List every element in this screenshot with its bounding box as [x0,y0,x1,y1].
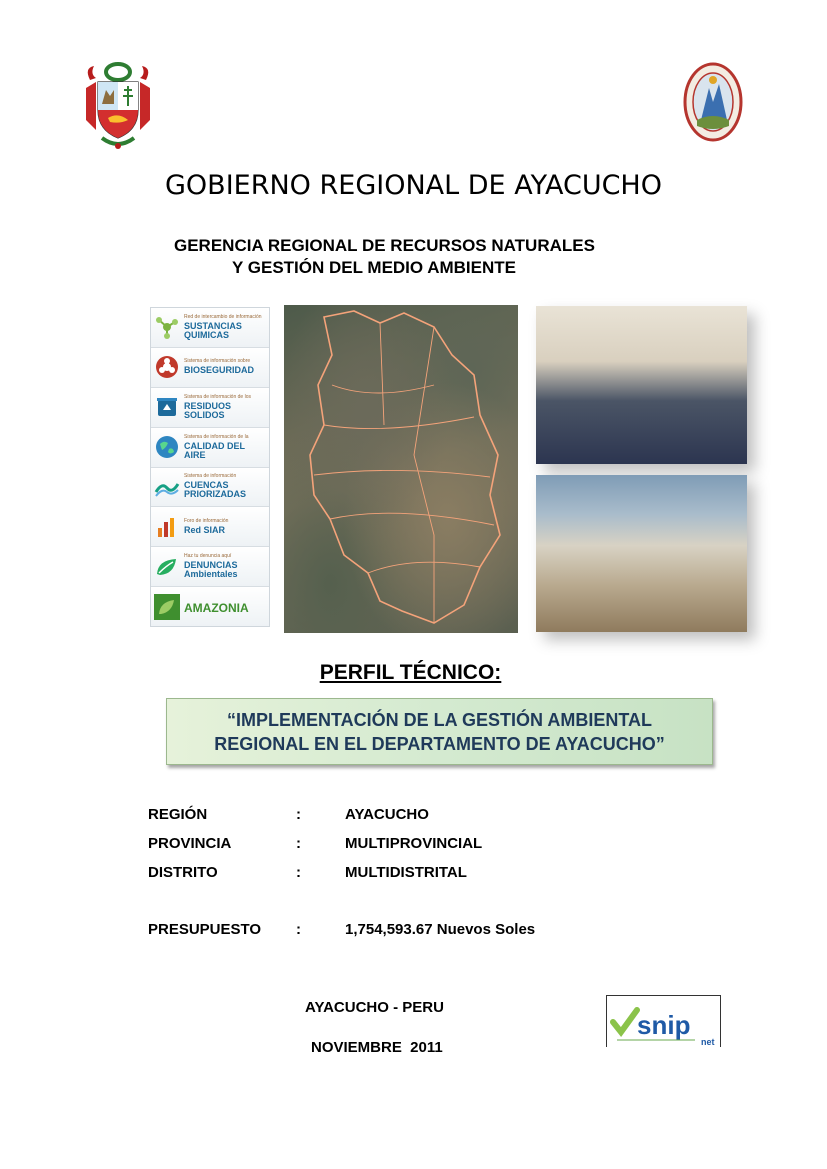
globe-icon [154,434,180,460]
snip-checkmark-icon [607,996,722,1048]
system-item-denuncias-ambientales [151,547,269,587]
system-caption: Foro de información [184,517,229,524]
project-title-box [166,698,713,765]
system-item-cuencas-priorizadas [151,468,269,508]
system-caption: Haz tu denuncia aquí [184,553,232,560]
information-systems-panel [150,307,270,627]
system-name: CALIDAD DEL AIRE [184,440,245,460]
system-item-sustancias-quimicas [151,308,269,348]
recycle-bin-icon [154,394,180,420]
system-caption: Red de intercambio de información [184,313,262,320]
system-name: AMAZONIA [184,600,249,615]
system-caption: Sistema de información de los [184,393,251,400]
snip-net-logo [606,995,721,1047]
perfil-tecnico-label: PERFIL TÉCNICO: [319,661,502,684]
system-caption: Sistema de información [184,473,237,480]
provincia-colon: : [296,835,301,852]
region-boundary-outline [284,305,518,633]
provincia-label: PROVINCIA [148,835,232,852]
subtitle-line2: Y GESTIÓN DEL MEDIO AMBIENTE [232,258,516,277]
footer-place: AYACUCHO - PERU [305,999,444,1016]
system-item-amazonia [151,587,269,626]
molecule-icon [154,314,180,340]
system-name: SUSTANCIAS QUIMICAS [184,320,242,340]
system-name: Red SIAR [184,524,226,535]
presupuesto-colon: : [296,921,301,938]
system-name: CUENCAS PRIORIZADAS [184,480,247,500]
system-item-residuos-solidos [151,388,269,428]
distrito-colon: : [296,864,301,881]
footer-date: NOVIEMBRE 2011 [311,1039,443,1056]
river-icon [154,474,180,500]
distrito-value: MULTIDISTRITAL [345,864,467,881]
system-name: BIOSEGURIDAD [184,365,255,376]
system-name: RESIDUOS SOLIDOS [184,400,232,420]
distrito-label: DISTRITO [148,864,218,881]
group-photo-outdoors [536,475,747,632]
project-title-line1: “IMPLEMENTACIÓN DE LA GESTIÓN AMBIENTAL [227,709,652,730]
subtitle-line1: GERENCIA REGIONAL DE RECURSOS NATURALES [174,236,595,255]
system-item-red-siar [151,507,269,547]
snip-wordmark: snip [637,1010,691,1040]
project-title-line2: REGIONAL EN EL DEPARTAMENTO DE AYACUCHO” [214,733,665,754]
region-value: AYACUCHO [345,806,429,823]
region-label: REGIÓN [148,806,208,823]
biohazard-icon [154,354,180,380]
classroom-workshop-photo [536,306,747,464]
presupuesto-label: PRESUPUESTO [148,921,262,938]
system-item-calidad-del-aire [151,428,269,468]
system-item-bioseguridad [151,348,269,388]
system-caption: Sistema de información sobre [184,358,251,365]
satellite-map-image [284,305,518,633]
bar-chart-icon [154,514,180,540]
provincia-value: MULTIPROVINCIAL [345,835,483,852]
system-caption: Sistema de información de la [184,433,249,440]
regional-government-seal-icon [683,62,743,142]
peru-coat-of-arms-icon [80,60,156,152]
presupuesto-value: 1,754,593.67 Nuevos Soles [345,921,536,938]
region-colon: : [296,806,301,823]
leaf-icon [154,554,180,580]
snip-net-wordmark: net [701,1037,715,1047]
amazonia-leaf-icon [154,594,180,620]
main-title: GOBIERNO REGIONAL DE AYACUCHO [165,170,662,201]
system-name: DENUNCIAS Ambientales [184,560,238,580]
